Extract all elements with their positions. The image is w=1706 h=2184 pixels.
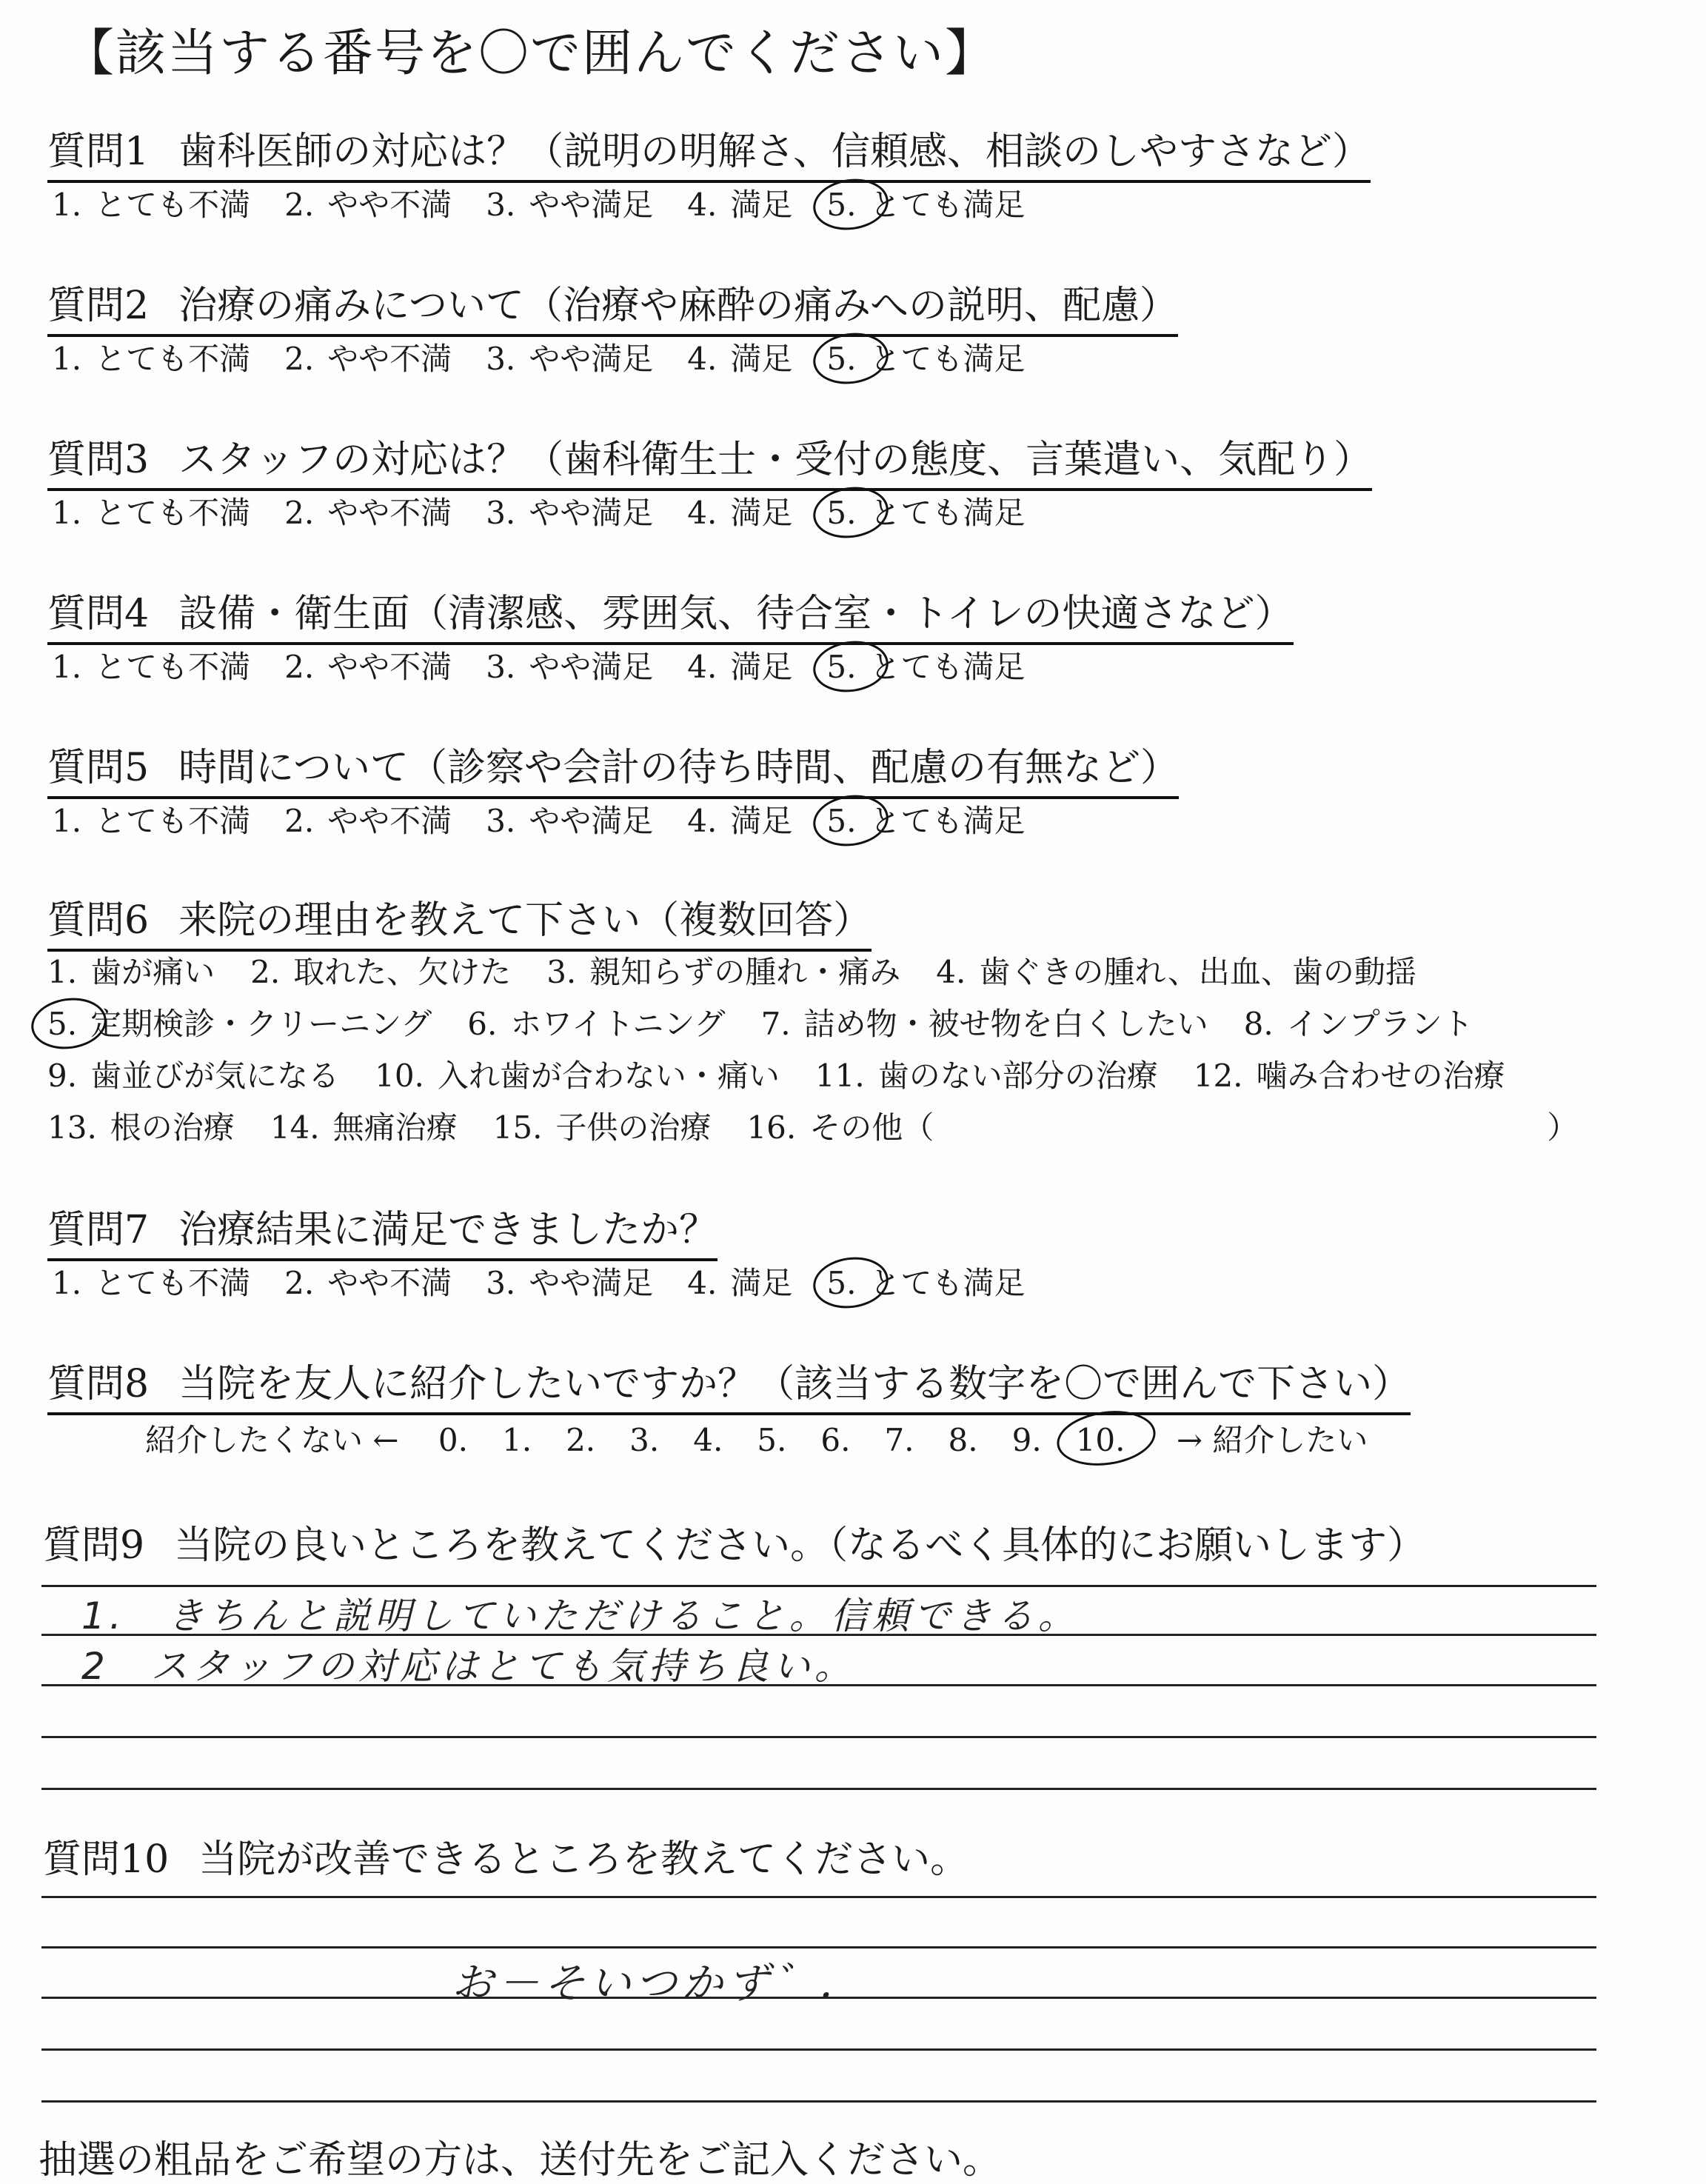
q4-option-label: とても不満 <box>95 649 251 685</box>
q3-option-label: やや不満 <box>327 495 452 531</box>
q5-option-number: 3. <box>486 803 516 839</box>
q5-option-label: やや不満 <box>327 803 452 839</box>
q3-option-number: 5. <box>826 495 856 531</box>
q4-option-1[interactable] <box>52 643 250 687</box>
q6-option-number: 15. <box>492 1109 543 1146</box>
q6-option-label: 無痛治療 <box>332 1109 458 1146</box>
q6-row-2 <box>47 1000 1509 1044</box>
q4-option-label: やや不満 <box>327 649 452 685</box>
q6-option[interactable] <box>250 948 511 992</box>
q1-option-label: やや満足 <box>529 187 654 223</box>
q8-scale <box>145 1416 1368 1460</box>
q6-option[interactable] <box>761 1000 1208 1044</box>
hand-drawn-circle-mark <box>810 174 892 235</box>
q6-option-number: 13. <box>47 1109 97 1146</box>
q6-text: 来院の理由を教えて下さい（複数回答） <box>178 898 872 943</box>
q1-heading <box>47 120 1371 183</box>
q4-option-label: 満足 <box>730 649 793 685</box>
q1-option-label: とても不満 <box>95 187 251 223</box>
q10-label: 質問10 <box>43 1837 170 1882</box>
hand-drawn-circle-mark <box>810 790 892 851</box>
q7-option-label: とても満足 <box>869 1265 1026 1301</box>
q3-option-label: 満足 <box>730 495 793 531</box>
q6-heading <box>47 889 872 952</box>
q6-option-label: 歯ぐきの腫れ、出血、歯の動揺 <box>979 954 1416 990</box>
q8-scale-option[interactable]: 5. <box>757 1422 787 1458</box>
q1-text: 歯科医師の対応は？（説明の明解さ、信頼感、相談のしやすさなど） <box>178 130 1371 174</box>
q4-option-number: 4. <box>687 649 717 685</box>
q6-option[interactable] <box>47 948 215 992</box>
q3-option-number: 2. <box>284 495 315 531</box>
q9-line-5 <box>41 1788 1596 1790</box>
q6-row-1 <box>47 948 1452 992</box>
q2-text: 治療の痛みについて（治療や麻酔の痛みへの説明、配慮） <box>178 284 1179 328</box>
q10-line-1 <box>41 1896 1596 1898</box>
q3-option-number: 3. <box>486 495 516 531</box>
q8-right-label: → 紹介したい <box>1176 1422 1368 1458</box>
q6-option-number: 4. <box>936 954 966 990</box>
q5-option-4[interactable] <box>687 797 792 841</box>
q5-label: 質問5 <box>47 746 150 790</box>
q3-options <box>52 489 1059 533</box>
q8-left-label: 紹介したくない ← <box>145 1422 399 1458</box>
q2-option-1[interactable] <box>52 335 250 379</box>
q7-option-number: 1. <box>52 1265 82 1301</box>
q2-option-label: とても不満 <box>95 341 251 377</box>
q5-option-3[interactable] <box>486 797 653 841</box>
q3-option-label: やや満足 <box>529 495 654 531</box>
q8-scale-option[interactable]: 4. <box>693 1422 723 1458</box>
q6-option[interactable] <box>270 1103 458 1148</box>
q2-options <box>52 335 1059 379</box>
q6-option-label: 入れ歯が合わない・痛い <box>437 1058 780 1094</box>
q4-option-number: 5. <box>826 649 856 685</box>
q5-option-number: 4. <box>687 803 717 839</box>
q9-text: 当院の良いところを教えてください。（なるべく具体的にお願いします） <box>174 1523 1426 1568</box>
q8-scale-option[interactable]: 10. <box>1076 1422 1125 1458</box>
q6-option[interactable] <box>493 1103 712 1148</box>
q10-line-5 <box>41 2100 1596 2103</box>
q6-option[interactable] <box>375 1052 780 1096</box>
q4-option-number: 1. <box>52 649 82 685</box>
q6-option-label: 根の治療 <box>110 1109 235 1146</box>
q3-text: スタッフの対応は？（歯科衛生士・受付の態度、言葉遣い、気配り） <box>178 438 1373 482</box>
q4-option-2[interactable] <box>284 643 452 687</box>
q8-text: 当院を友人に紹介したいですか？（該当する数字を〇で囲んで下さい） <box>178 1362 1411 1406</box>
q4-text: 設備・衛生面（清潔感、雰囲気、待合室・トイレの快適さなど） <box>178 592 1294 636</box>
q3-option-3[interactable] <box>486 489 653 533</box>
q4-option-number: 3. <box>486 649 516 685</box>
q1-option-5[interactable] <box>826 181 1025 225</box>
q2-option-number: 3. <box>486 341 516 377</box>
q3-option-1[interactable] <box>52 489 250 533</box>
q6-option-label: 詰め物・被せ物を白くしたい <box>803 1006 1208 1042</box>
q5-option-number: 1. <box>52 803 82 839</box>
q7-options <box>52 1259 1059 1303</box>
q5-option-5[interactable] <box>826 797 1025 841</box>
q1-option-number: 5. <box>826 187 856 223</box>
q7-option-2[interactable] <box>284 1259 452 1303</box>
q1-option-number: 1. <box>52 187 82 223</box>
q7-option-label: 満足 <box>730 1265 793 1301</box>
q7-option-label: やや満足 <box>529 1265 654 1301</box>
q5-options <box>52 797 1059 841</box>
q6-option[interactable] <box>936 948 1416 992</box>
q4-options <box>52 643 1059 687</box>
footer-note: 抽選の粗品をご希望の方は、送付先をご記入ください。 <box>39 2138 1002 2183</box>
hand-drawn-circle-mark <box>810 1252 892 1313</box>
hand-drawn-circle-mark <box>810 636 892 697</box>
q1-options <box>52 181 1059 225</box>
q6-row-3 <box>47 1052 1541 1096</box>
q6-option-label: ホワイトニング <box>510 1006 726 1042</box>
q6-option-label: 歯のない部分の治療 <box>877 1058 1158 1094</box>
q7-option-4[interactable] <box>687 1259 792 1303</box>
q5-heading <box>47 736 1179 799</box>
q1-option-number: 2. <box>284 187 315 223</box>
q3-option-5[interactable] <box>826 489 1025 533</box>
q9-answer-2: 2 スタッフの対応はとても気持ち良い。 <box>81 1645 856 1688</box>
q1-option-3[interactable] <box>486 181 653 225</box>
q3-option-label: とても不満 <box>95 495 251 531</box>
q2-option-label: やや不満 <box>327 341 452 377</box>
q7-option-number: 4. <box>687 1265 717 1301</box>
q8-scale-option[interactable]: 0. <box>438 1422 468 1458</box>
q6-option[interactable] <box>47 1052 339 1096</box>
q6-option-label: 噛み合わせの治療 <box>1256 1058 1505 1094</box>
q6-option-label: 定期検診・クリーニング <box>90 1006 432 1042</box>
q6-option[interactable] <box>546 948 900 992</box>
q6-option-number: 14. <box>270 1109 320 1146</box>
hand-drawn-circle-mark <box>28 993 110 1054</box>
q6-option-number: 2. <box>250 954 281 990</box>
q6-label: 質問6 <box>47 898 150 943</box>
q1-option-1[interactable] <box>52 181 250 225</box>
q6-option-label: 親知らずの腫れ・痛み <box>589 954 901 990</box>
q2-option-4[interactable] <box>687 335 792 379</box>
q1-option-2[interactable] <box>284 181 452 225</box>
q7-option-label: とても不満 <box>95 1265 251 1301</box>
q6-option[interactable] <box>746 1103 934 1148</box>
q6-option[interactable] <box>1244 1000 1473 1044</box>
q8-scale-option[interactable]: 9. <box>1011 1422 1042 1458</box>
q1-option-number: 3. <box>486 187 516 223</box>
q4-option-4[interactable] <box>687 643 792 687</box>
q6-option-number: 10. <box>375 1058 424 1094</box>
q10-heading <box>43 1828 969 1883</box>
q6-option-number: 3. <box>546 954 577 990</box>
q9-label: 質問9 <box>43 1523 145 1568</box>
q6-option-number: 8. <box>1243 1006 1274 1042</box>
q1-label: 質問1 <box>47 130 150 174</box>
q5-option-number: 5. <box>826 803 856 839</box>
q6-option[interactable] <box>47 1103 235 1148</box>
q6-option-number: 9. <box>47 1058 78 1094</box>
q8-scale-option[interactable]: 6. <box>820 1422 851 1458</box>
q7-text: 治療結果に満足できましたか？ <box>178 1208 718 1252</box>
q5-option-label: とても不満 <box>95 803 251 839</box>
q3-option-label: とても満足 <box>869 495 1026 531</box>
q6-option[interactable] <box>815 1052 1158 1096</box>
q3-option-4[interactable] <box>687 489 792 533</box>
q3-label: 質問3 <box>47 438 150 482</box>
q3-option-2[interactable] <box>284 489 452 533</box>
hand-drawn-circle-mark <box>810 482 892 543</box>
q9-answer-1: 1. きちんと説明していただけること。信頼できる。 <box>81 1594 1080 1637</box>
q9-line-4 <box>41 1736 1596 1738</box>
q5-option-label: やや満足 <box>529 803 654 839</box>
q6-option-number: 12. <box>1193 1058 1243 1094</box>
q2-option-label: やや満足 <box>529 341 654 377</box>
q1-option-label: 満足 <box>730 187 793 223</box>
q4-heading <box>47 582 1294 645</box>
q6-option-label: 子供の治療 <box>555 1109 712 1146</box>
q2-option-5[interactable] <box>826 335 1025 379</box>
q2-option-2[interactable] <box>284 335 452 379</box>
q7-heading <box>47 1198 717 1261</box>
q7-option-number: 5. <box>826 1265 856 1301</box>
q6-option-label: 取れた、欠けた <box>293 954 512 990</box>
q5-text: 時間について（診察や会計の待ち時間、配慮の有無など） <box>178 746 1180 790</box>
q6-option-number: 6. <box>467 1006 498 1042</box>
q4-option-number: 2. <box>284 649 315 685</box>
page-title: 【該当する番号を〇で囲んでください】 <box>64 24 997 83</box>
q5-option-2[interactable] <box>284 797 452 841</box>
q7-option-number: 3. <box>486 1265 516 1301</box>
q8-scale-option[interactable]: 8. <box>948 1422 978 1458</box>
q2-label: 質問2 <box>47 284 150 328</box>
q6-row-4 <box>47 1103 1578 1148</box>
q7-option-label: やや不満 <box>327 1265 452 1301</box>
q5-option-number: 2. <box>284 803 315 839</box>
q8-label: 質問8 <box>47 1362 150 1406</box>
q10-line-2 <box>41 1946 1596 1948</box>
q4-option-label: とても満足 <box>869 649 1026 685</box>
q2-option-number: 1. <box>52 341 82 377</box>
q1-option-number: 4. <box>687 187 717 223</box>
q2-option-label: とても満足 <box>869 341 1026 377</box>
q2-option-3[interactable] <box>486 335 653 379</box>
q6-option[interactable] <box>467 1000 725 1044</box>
q8-scale-option[interactable]: 7. <box>884 1422 914 1458</box>
q4-option-5[interactable] <box>826 643 1025 687</box>
q9-heading <box>43 1514 1425 1569</box>
hand-drawn-circle-mark <box>810 328 892 389</box>
q2-option-number: 2. <box>284 341 315 377</box>
q6-option-label: その他（ <box>809 1109 934 1146</box>
q7-option-3[interactable] <box>486 1259 653 1303</box>
q1-option-label: とても満足 <box>869 187 1026 223</box>
q2-option-number: 4. <box>687 341 717 377</box>
q6-option-number: 1. <box>47 954 78 990</box>
q5-option-label: とても満足 <box>869 803 1026 839</box>
q10-text: 当院が改善できるところを教えてください。 <box>198 1837 969 1882</box>
q6-option-number: 16. <box>746 1109 797 1146</box>
q8-scale-numbers <box>438 1422 1160 1458</box>
q7-option-1[interactable] <box>52 1259 250 1303</box>
q5-option-label: 満足 <box>730 803 793 839</box>
q7-label: 質問7 <box>47 1208 150 1252</box>
q7-option-5[interactable] <box>826 1259 1025 1303</box>
q6-option-number: 5. <box>47 1006 77 1042</box>
q8-heading <box>47 1352 1411 1415</box>
q2-option-number: 5. <box>826 341 856 377</box>
q2-heading <box>47 274 1178 337</box>
q10-answer: お－そいつかず゛． <box>452 1960 865 2008</box>
q4-option-3[interactable] <box>486 643 653 687</box>
q6-option-label: 歯が痛い <box>90 954 215 990</box>
q6-option[interactable] <box>1194 1052 1505 1096</box>
q8-scale-option[interactable]: 2. <box>566 1422 596 1458</box>
q6-option-number: 11. <box>814 1058 865 1094</box>
q6-other-close-paren: ） <box>1547 1109 1579 1146</box>
q4-label: 質問4 <box>47 592 150 636</box>
q2-option-label: 満足 <box>730 341 793 377</box>
q1-option-4[interactable] <box>687 181 792 225</box>
q3-option-number: 4. <box>687 495 717 531</box>
q6-option-number: 7. <box>760 1006 791 1042</box>
q6-option[interactable] <box>47 1000 432 1044</box>
q1-option-label: やや不満 <box>327 187 452 223</box>
q10-line-4 <box>41 2048 1596 2051</box>
q4-option-label: やや満足 <box>529 649 654 685</box>
q7-option-number: 2. <box>284 1265 315 1301</box>
q8-scale-option[interactable]: 3. <box>629 1422 660 1458</box>
q3-option-number: 1. <box>52 495 82 531</box>
q6-option-label: 歯並びが気になる <box>90 1058 340 1094</box>
q6-option-label: インプラント <box>1286 1006 1473 1042</box>
q5-option-1[interactable] <box>52 797 250 841</box>
q3-heading <box>47 428 1372 491</box>
q8-scale-option[interactable]: 1. <box>501 1422 532 1458</box>
